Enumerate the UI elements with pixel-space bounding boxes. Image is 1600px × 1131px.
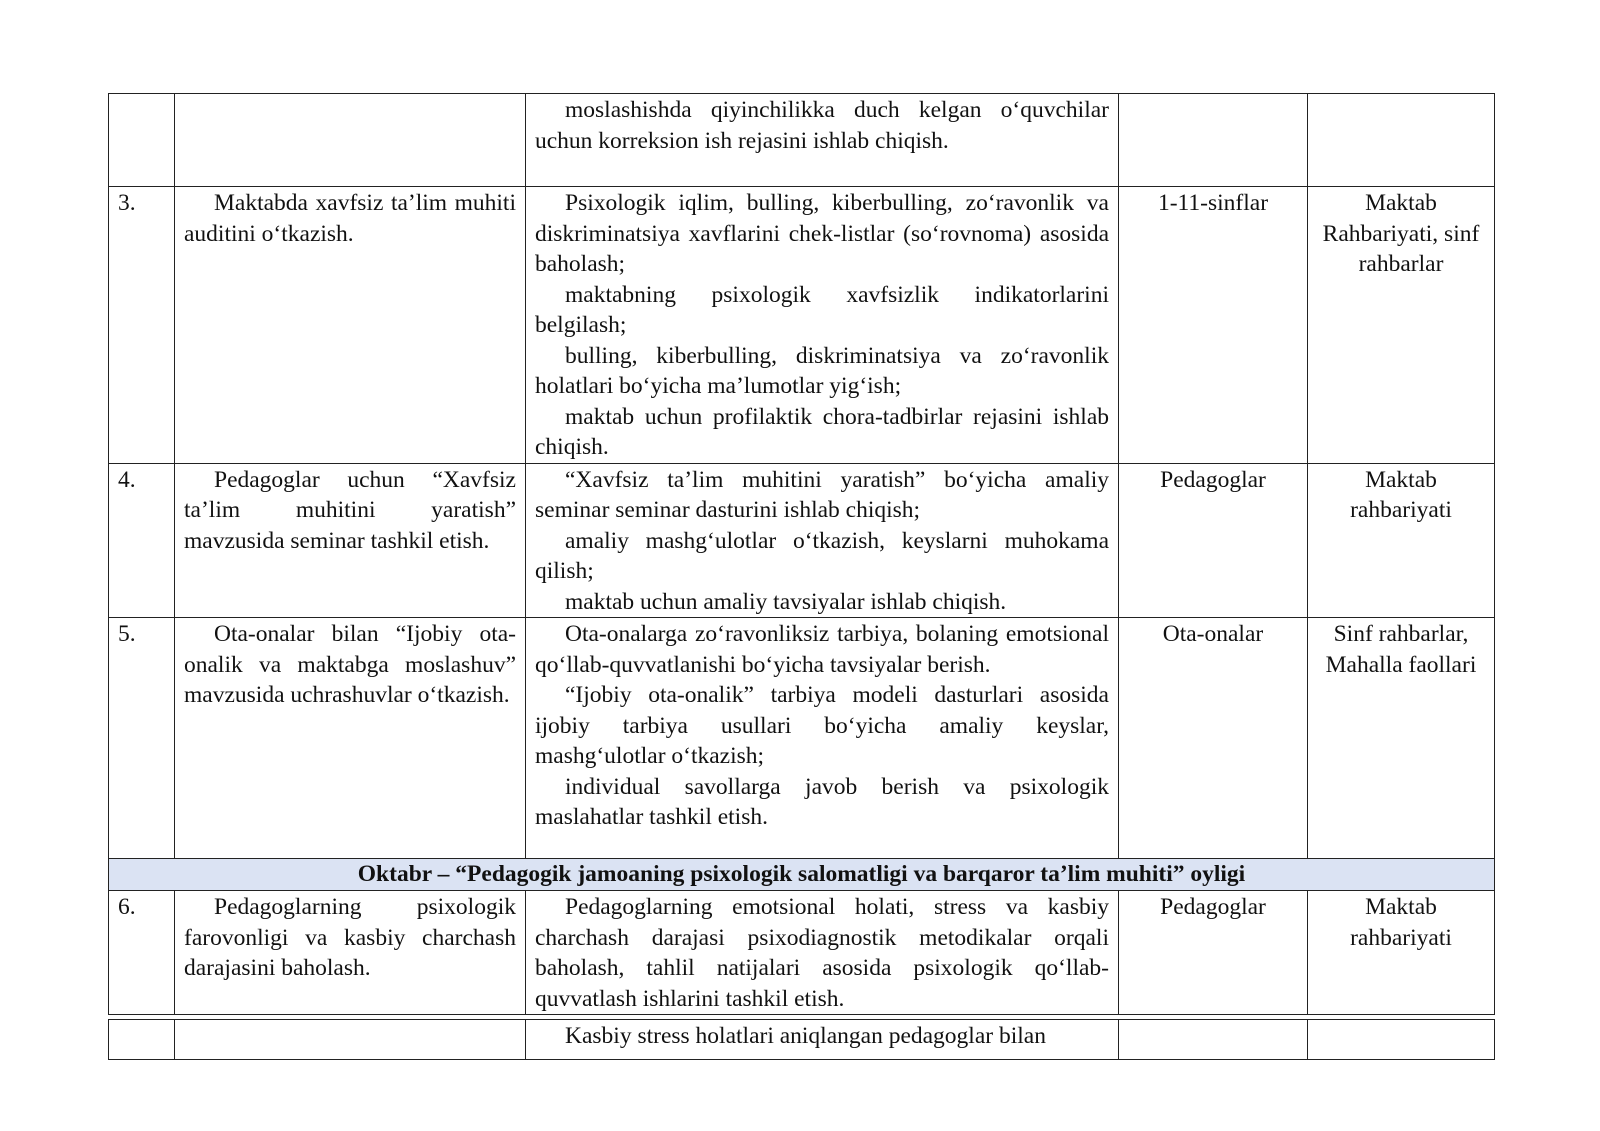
row-activities <box>526 463 1119 618</box>
activity-text: maktab uchun profilaktik chora-tadbirlar rejasini ishlab chiqish. <box>535 403 1109 460</box>
activity-text: individual savollarga javob berish va psixologik maslahatlar tashkil etish. <box>535 773 1109 830</box>
row-title <box>175 891 526 1015</box>
row-title <box>175 463 526 618</box>
row-title <box>175 187 526 464</box>
row-activities <box>526 187 1119 464</box>
cell-responsible <box>1308 94 1495 187</box>
row-number: 4. <box>109 463 175 618</box>
cell-activities <box>526 1020 1119 1060</box>
plan-table-continued <box>108 1019 1495 1060</box>
month-band-title: Oktabr – “Pedagogik jamoaning psixologik salomatligi va barqaror ta’lim muhiti” oyligi <box>109 859 1495 891</box>
cell-number <box>109 1020 175 1060</box>
cell-title <box>175 94 526 187</box>
activity-text: Pedagoglarning emotsional holati, stress va kasbiy charchash darajasi psixodiagnostik metodikalar orqali baholash, tahlil natijalari asosida psixologik qo‘llab-quvvatlash ishlarini tashkil etish. <box>535 894 1109 1012</box>
row-responsible: Maktab rahbariyati <box>1308 891 1495 1015</box>
table-row-3 <box>109 187 1495 464</box>
row-number: 3. <box>109 187 175 464</box>
activity-text: Psixologik iqlim, bulling, kiberbulling, zo‘ravonlik va diskriminatsiya xavflarini chek-listlar (so‘rovnoma) asosida baholash; <box>535 190 1109 277</box>
month-band-row <box>109 859 1495 891</box>
cell-responsible <box>1308 1020 1495 1060</box>
row-title-text: Maktabda xavfsiz ta’lim muhiti auditini o‘tkazish. <box>184 190 516 247</box>
row-number: 6. <box>109 891 175 1015</box>
cell-title <box>175 1020 526 1060</box>
table-row-5 <box>109 618 1495 859</box>
row-title-text: Ota-onalar bilan “Ijobiy ota-onalik va maktabga moslashuv” mavzusida uchrashuvlar o‘tkazish. <box>184 621 516 708</box>
activity-text: “Ijobiy ota-onalik” tarbiya modeli dasturlari asosida ijobiy tarbiya usullari bo‘yicha amaliy keyslar, mashg‘ulotlar o‘tkazish; <box>535 682 1109 769</box>
row-participants: 1-11-sinflar <box>1119 187 1308 464</box>
table-row-6 <box>109 891 1495 1015</box>
row-title-text: Pedagoglar uchun “Xavfsiz ta’lim muhitini yaratish” mavzusida seminar tashkil etish. <box>184 466 516 554</box>
row-participants: Pedagoglar <box>1119 463 1308 618</box>
table-row-tail <box>109 1020 1495 1060</box>
row-title-text: Pedagoglarning psixologik farovonligi va kasbiy charchash darajasini baholash. <box>184 894 516 981</box>
cell-participants <box>1119 94 1308 187</box>
table-row-continuation <box>109 94 1495 187</box>
row-participants: Pedagoglar <box>1119 891 1308 1015</box>
row-activities <box>526 891 1119 1015</box>
activity-text: bulling, kiberbulling, diskriminatsiya va zo‘ravonlik holatlari bo‘yicha ma’lumotlar yig‘ish; <box>535 342 1109 399</box>
activity-text: amaliy mashg‘ulotlar o‘tkazish, keyslarni muhokama qilish; <box>535 527 1109 584</box>
cell-participants <box>1119 1020 1308 1060</box>
activity-text: Ota-onalarga zo‘ravonliksiz tarbiya, bolaning emotsional qo‘llab-quvvatlanishi bo‘yicha tavsiyalar berish. <box>535 621 1109 678</box>
row-responsible: Sinf rahbarlar, Mahalla faollari <box>1308 618 1495 859</box>
cell-number <box>109 94 175 187</box>
row-activities <box>526 618 1119 859</box>
plan-table <box>108 93 1495 1015</box>
row-number: 5. <box>109 618 175 859</box>
activity-text: maktabning psixologik xavfsizlik indikatorlarini belgilash; <box>535 281 1109 338</box>
row-responsible: Maktab Rahbariyati, sinf rahbarlar <box>1308 187 1495 464</box>
row-responsible: Maktab rahbariyati <box>1308 463 1495 618</box>
activity-text: maktab uchun amaliy tavsiyalar ishlab chiqish. <box>565 588 1007 615</box>
table-row-4 <box>109 463 1495 618</box>
row-participants: Ota-onalar <box>1119 618 1308 859</box>
cell-activities <box>526 94 1119 187</box>
row-title <box>175 618 526 859</box>
activity-text: “Xavfsiz ta’lim muhitini yaratish” bo‘yicha amaliy seminar seminar dasturini ishlab chiqish; <box>535 466 1109 523</box>
activity-text: moslashishda qiyinchilikka duch kelgan o‘quvchilar uchun korreksion ish rejasini ishlab chiqish. <box>535 97 1109 154</box>
activity-text: Kasbiy stress holatlari aniqlangan pedagoglar bilan <box>565 1023 1046 1049</box>
